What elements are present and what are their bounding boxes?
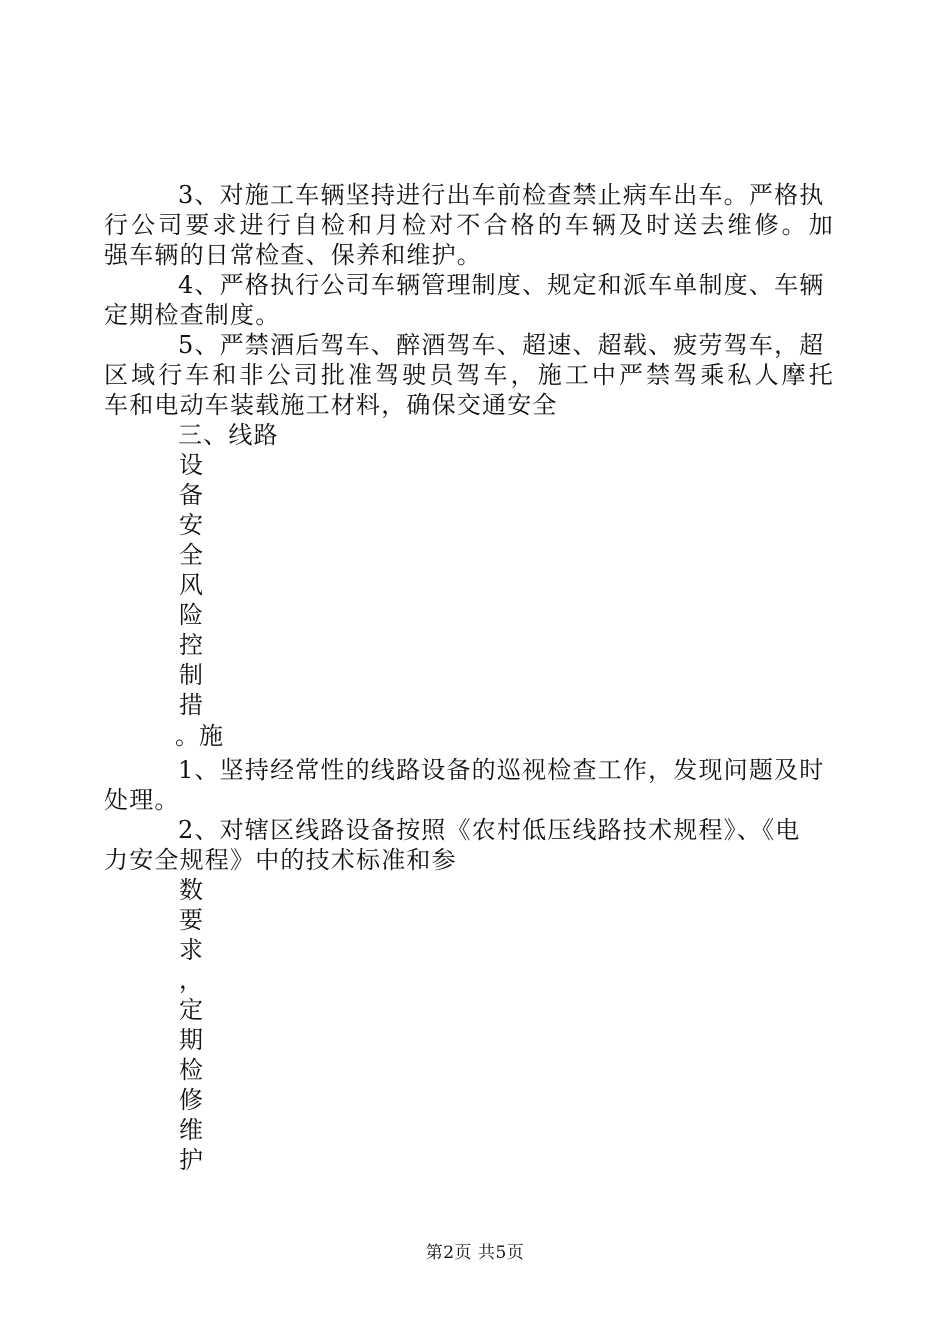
vertical-char: 设 (179, 451, 203, 479)
paragraph-5-line-1: 5、严禁酒后驾车、醉酒驾车、超速、超载、疲劳驾车，超 (178, 331, 825, 359)
vertical-char: 要 (179, 906, 203, 934)
vertical-char: 定 (179, 996, 203, 1024)
vertical-char: ， (179, 966, 203, 994)
paragraph-4-line-1: 4、严格执行公司车辆管理制度、规定和派车单制度、车辆 (178, 271, 825, 299)
paragraph-5-line-3: 车和电动车装载施工材料，确保交通安全 (104, 391, 558, 419)
paragraph-3-line-3: 强车辆的日常检查、保养和维护。 (104, 241, 482, 269)
vertical-char: 险 (179, 601, 203, 629)
page-footer: 第2页 共5页 (425, 1243, 525, 1263)
vertical-char: 修 (179, 1086, 203, 1114)
vertical-char: 求 (179, 936, 203, 964)
vertical-char: 检 (179, 1056, 203, 1084)
vertical-char: 护 (179, 1146, 203, 1174)
vertical-char: 风 (179, 571, 203, 599)
vertical-char: 全 (179, 541, 203, 569)
vertical-char: 措 (179, 691, 203, 719)
item-1-line-1: 1、坚持经常性的线路设备的巡视检查工作，发现问题及时 (178, 756, 825, 784)
item-1-line-2: 处理。 (104, 786, 180, 814)
vertical-char: 维 (179, 1116, 203, 1144)
item-2-line-1: 2、对辖区线路设备按照《农村低压线路技术规程》、《电 (178, 816, 801, 844)
paragraph-4-line-2: 定期检查制度。 (104, 301, 281, 329)
item-2-line-2: 力安全规程》中的技术标准和参 (104, 846, 457, 874)
section-heading-3: 三、线路 (178, 421, 279, 449)
paragraph-3-line-1: 3、对施工车辆坚持进行出车前检查禁止病车出车。严格执 (178, 181, 825, 209)
vertical-char: 制 (179, 661, 203, 689)
vertical-char: 数 (179, 876, 203, 904)
paragraph-5-line-2: 区域行车和非公司批准驾驶员驾车，施工中严禁驾乘私人摩托 (104, 361, 834, 389)
vertical-char: 安 (179, 511, 203, 539)
paragraph-3-line-2: 行公司要求进行自检和月检对不合格的车辆及时送去维修。加 (104, 211, 834, 239)
vertical-char: 期 (179, 1026, 203, 1054)
vertical-char: 备 (179, 481, 203, 509)
vertical-char: 。施 (175, 722, 223, 750)
vertical-char: 控 (179, 631, 203, 659)
